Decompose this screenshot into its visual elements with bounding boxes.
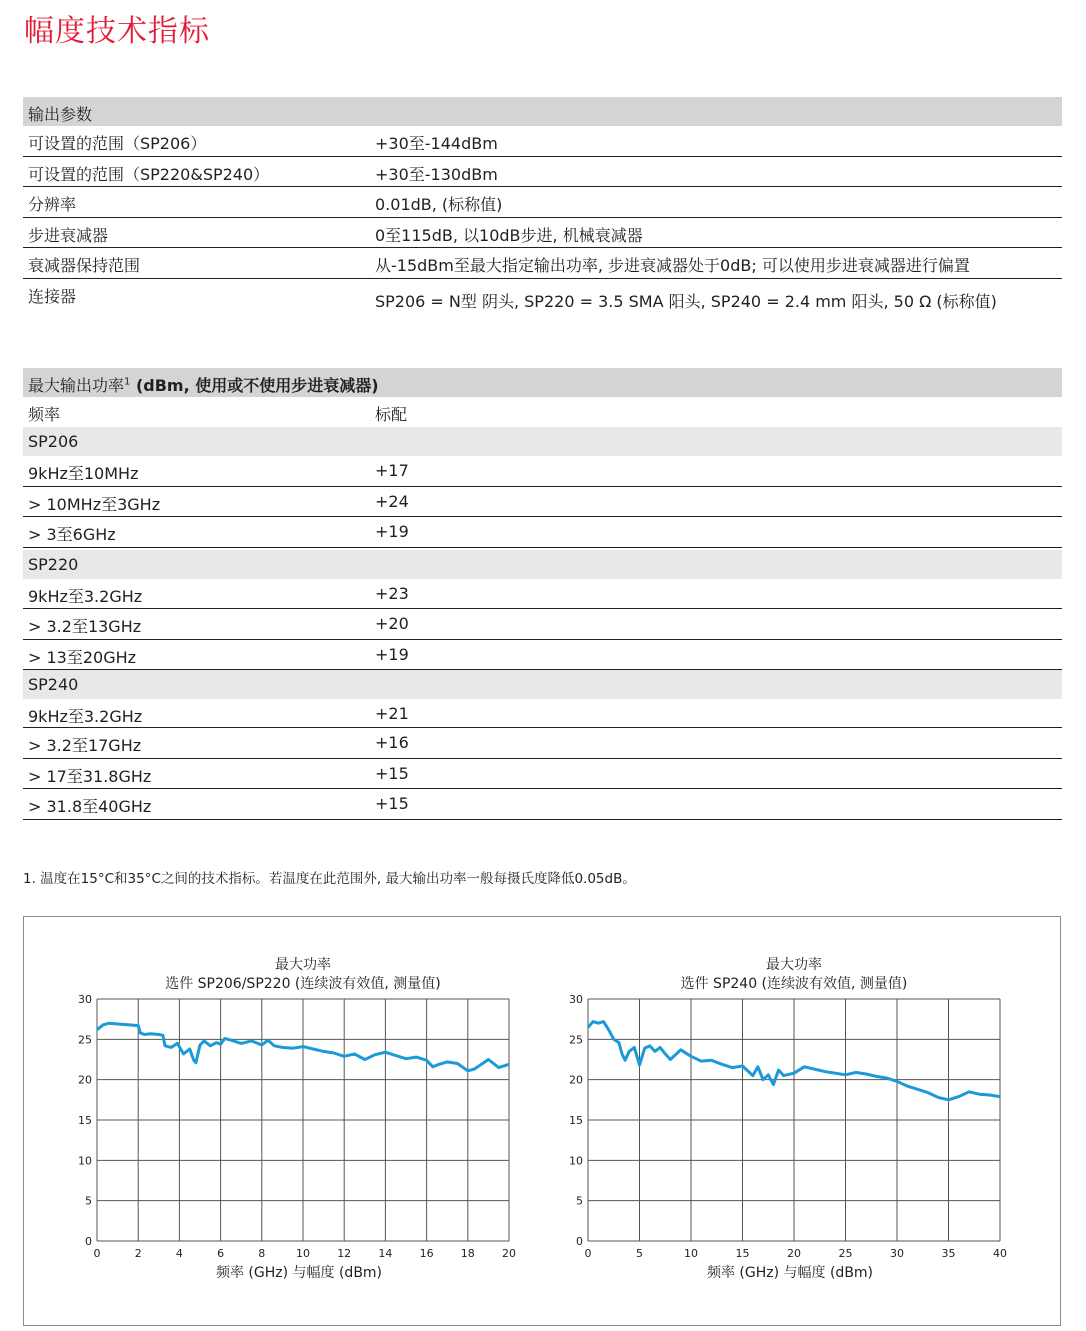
- row-label: 分辨率: [28, 195, 77, 214]
- table-row: [23, 609, 1062, 640]
- x-tick-label: 16: [419, 1247, 434, 1260]
- x-tick-label: 18: [460, 1247, 475, 1260]
- table-header: [23, 97, 1062, 126]
- page-title: 幅度技术指标: [24, 14, 210, 49]
- table-row: [23, 187, 1062, 218]
- table-header-label: 输出参数: [28, 105, 93, 124]
- footnote: 1. 温度在15°C和35°C之间的技术指标。若温度在此范围外, 最大输出功率一般每摄氏度降低0.05dB。: [23, 871, 636, 887]
- x-tick-label: 25: [838, 1247, 853, 1260]
- row-value: SP206 = N型 阴头, SP220 = 3.5 SMA 阳头, SP240 = 2.4 mm 阳头, 50 Ω (标称值): [375, 291, 997, 311]
- x-tick-label: 0: [93, 1247, 101, 1260]
- power-value-cell: +16: [375, 733, 409, 752]
- x-tick-label: 40: [993, 1247, 1007, 1260]
- power-value-cell: +19: [375, 522, 409, 541]
- chart-subtitle: 选件 SP240 (连续波有效值, 测量值): [680, 976, 908, 992]
- power-value-cell: +19: [375, 644, 409, 664]
- y-tick-label: 0: [576, 1235, 583, 1248]
- row-label: 步进衰减器: [28, 225, 109, 245]
- power-value-cell: +15: [375, 794, 409, 813]
- row-value: +30至-144dBm: [375, 134, 498, 153]
- table-row: [23, 517, 1062, 548]
- column-header-row: [23, 397, 1062, 427]
- row-value: 0.01dB, (标称值): [375, 195, 503, 214]
- row-label: 衰减器保持范围: [28, 256, 141, 275]
- chart-title: 最大功率: [275, 957, 331, 973]
- frequency-cell: > 3至6GHz: [28, 525, 116, 544]
- row-label: 可设置的范围（SP206）: [28, 134, 207, 153]
- x-tick-label: 20: [787, 1247, 801, 1260]
- table-header-label: [28, 373, 379, 396]
- max-power-table: [23, 368, 1062, 820]
- x-tick-label: 10: [296, 1247, 310, 1260]
- column-header-standard: 标配: [375, 405, 408, 424]
- row-value: 从-15dBm至最大指定输出功率, 步进衰减器处于0dB; 可以使用步进衰减器进行偏置: [375, 256, 970, 275]
- y-tick-label: 30: [78, 993, 92, 1006]
- footnote-marker: 1: [124, 376, 131, 388]
- frequency-cell: > 3.2至17GHz: [28, 736, 142, 755]
- group-header-row: [23, 670, 1062, 699]
- y-tick-label: 30: [569, 993, 583, 1006]
- power-value-cell: +20: [375, 614, 409, 633]
- chart-sp240: [534, 917, 1060, 1325]
- output-parameters-table: [23, 97, 1062, 315]
- table-row: [23, 218, 1062, 249]
- table-row: [23, 640, 1062, 671]
- group-header-row: [23, 427, 1062, 456]
- y-tick-label: 5: [85, 1194, 92, 1208]
- chart-sp206-sp220: [24, 917, 534, 1325]
- table-row: [23, 487, 1062, 518]
- x-tick-label: 35: [941, 1247, 956, 1260]
- frequency-cell: > 17至31.8GHz: [28, 766, 152, 786]
- x-tick-label: 15: [735, 1247, 750, 1260]
- table-row: [23, 279, 1062, 315]
- x-tick-label: 10: [684, 1247, 698, 1260]
- group-name: SP220: [28, 554, 79, 574]
- table-row: [23, 579, 1062, 610]
- x-tick-label: 8: [258, 1247, 266, 1260]
- y-tick-label: 20: [78, 1073, 92, 1087]
- table-row: [23, 248, 1062, 279]
- table-row: [23, 456, 1062, 487]
- power-value-cell: +15: [375, 763, 409, 783]
- table-row: [23, 699, 1062, 728]
- x-tick-label: 20: [502, 1247, 516, 1260]
- x-tick-label: 6: [217, 1247, 225, 1260]
- y-tick-label: 20: [569, 1073, 583, 1087]
- frequency-cell: > 13至20GHz: [28, 647, 137, 667]
- grid: [588, 999, 1000, 1241]
- y-tick-label: 15: [78, 1114, 92, 1127]
- y-tick-label: 15: [569, 1114, 583, 1127]
- x-tick-label: 14: [378, 1247, 393, 1260]
- row-value: +30至-130dBm: [375, 164, 498, 184]
- table-row: [23, 759, 1062, 790]
- x-tick-label: 0: [584, 1247, 592, 1260]
- row-label: 连接器: [28, 286, 77, 306]
- y-tick-label: 25: [78, 1033, 92, 1047]
- table-row: [23, 126, 1062, 157]
- x-tick-label: 30: [890, 1247, 904, 1260]
- group-name: SP206: [28, 432, 79, 451]
- x-tick-label: 5: [636, 1247, 643, 1260]
- charts-panel: [23, 916, 1061, 1326]
- y-tick-label: 10: [569, 1154, 583, 1168]
- chart-subtitle: 选件 SP206/SP220 (连续波有效值, 测量值): [165, 976, 441, 992]
- frequency-cell: 9kHz至10MHz: [28, 464, 139, 483]
- group-name: SP240: [28, 675, 79, 694]
- frequency-cell: 9kHz至3.2GHz: [28, 586, 143, 606]
- x-axis-label: 频率 (GHz) 与幅度 (dBm): [706, 1265, 874, 1281]
- frequency-cell: 9kHz至3.2GHz: [28, 707, 143, 726]
- y-tick-label: 10: [78, 1154, 92, 1168]
- frequency-cell: > 3.2至13GHz: [28, 617, 142, 636]
- y-tick-label: 5: [576, 1194, 583, 1208]
- y-tick-label: 0: [85, 1235, 92, 1248]
- frequency-cell: > 31.8至40GHz: [28, 797, 152, 816]
- row-value: 0至115dB, 以10dB步进, 机械衰减器: [375, 225, 643, 245]
- x-tick-label: 2: [134, 1247, 142, 1260]
- table-row: [23, 157, 1062, 188]
- x-tick-label: 4: [175, 1247, 183, 1260]
- group-header-row: [23, 550, 1062, 579]
- row-label: 可设置的范围（SP220&SP240）: [28, 164, 270, 184]
- header-main: 最大输出功率: [28, 376, 125, 395]
- power-value-cell: +23: [375, 583, 409, 603]
- table-header: [23, 368, 1062, 397]
- table-row: [23, 728, 1062, 759]
- x-axis-label: 频率 (GHz) 与幅度 (dBm): [215, 1265, 383, 1281]
- table-row: [23, 789, 1062, 820]
- y-tick-label: 25: [569, 1033, 583, 1047]
- power-value-cell: +24: [375, 491, 409, 511]
- frequency-cell: > 10MHz至3GHz: [28, 494, 161, 514]
- header-bold: (dBm, 使用或不使用步进衰减器): [130, 376, 379, 395]
- power-value-cell: +17: [375, 461, 409, 480]
- power-value-cell: +21: [375, 704, 409, 723]
- column-header-frequency: 频率: [28, 405, 61, 424]
- x-tick-label: 12: [337, 1247, 352, 1260]
- chart-title: 最大功率: [766, 957, 822, 973]
